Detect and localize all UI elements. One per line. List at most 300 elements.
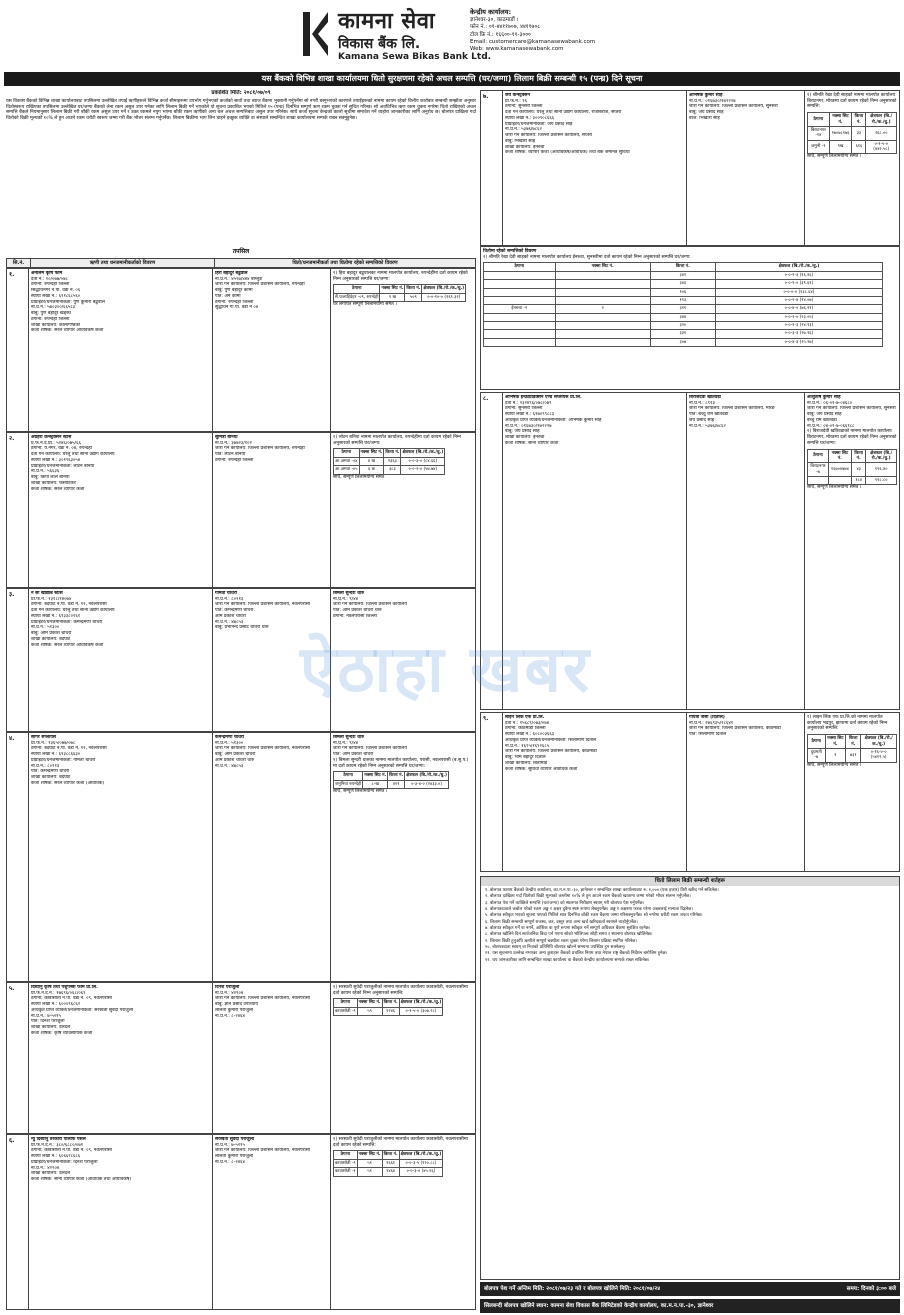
plot-row [484, 305, 883, 313]
plot-kitta: ४३ [851, 463, 865, 477]
text-line: अनलिम कृषि फार्म [31, 271, 63, 276]
plot-row [334, 293, 466, 301]
text-line: अधिकृत प्राप्त व्यक्ति/धनजमानीकर्ता: अभिषेक कुमार साह [505, 417, 602, 423]
term-item: ४. बोलपत्रदाताले कबोल गरेको रकम अङ्क र अक्षर दुवैमा स्पष्ट रूपमा लेख्नुपर्नेछ। अङ्क र अक्षरमा फरक परेमा अक्षरलाई मान्यता दिइनेछ। [485, 906, 693, 912]
property-details [805, 713, 899, 871]
text-line: ना.प्र.नं.: ४७८५३ [215, 619, 244, 625]
plot-area: १९६.४० [866, 463, 897, 477]
text-line: कमेन्द्रमणी चौधरी [215, 735, 244, 740]
text-line: जारी गर्ने कार्यालय: जिल्ला प्रशासन कार्यालय [333, 602, 407, 608]
lot-block [6, 982, 476, 1134]
plot-table [807, 734, 897, 762]
plot-col-sheet: नक्सा सिट नं. [381, 286, 404, 292]
term-item: १. बोलपत्र फाराम बैंकको केन्द्रीय कार्यालय, का.म.न.पा.-३०, ज्ञानेश्वर र सम्बन्धित शाखा कार्यालयबाट रु. १,००० (एक हजार) तिरी खरिद गर्न सकिनेछ। [485, 887, 719, 893]
text-line: शाखा कार्यालय: बिर्तामोड [505, 760, 548, 766]
text-line: प्रोप्राइटर/धनजमानीकर्ता: कमेन्द्रमणी चौधरी [31, 619, 103, 625]
plot-kitta: १८४ [851, 477, 865, 485]
property-details [805, 91, 899, 245]
text-line: बच्चु राम खतिवडा [807, 417, 837, 423]
text-line: दिनेश पराजुली [215, 985, 240, 990]
guarantor-details [687, 91, 805, 245]
plot-area: ०-०-१०-० (१६९.३२) [422, 293, 466, 301]
text-line: बाबु: प्रभानन्द प्रसाद चौधरी थारु [215, 625, 269, 631]
plot-kitta: ३३१ [650, 330, 715, 338]
text-line: ठेगाना: रुपन्देही जिल्ला [215, 457, 254, 463]
plot-col-sheet: नक्सा सिट नं. [555, 263, 650, 271]
plot-col-area: क्षेत्रफल (बि./रो./क./धु.) [400, 1152, 442, 1158]
text-line: पति: ओम प्रकाश चौधरी [333, 752, 374, 758]
text-line: अग्रहरी कन्स्ट्रक्सन स्टोर्स [31, 435, 72, 440]
text-line: जारी गर्ने कार्यालय: जिल्ला प्रशासन कार्यालय, सप्तरी [505, 133, 593, 139]
plot-place [484, 330, 556, 338]
text-line: ओम प्रकाश चौधरी थारु [215, 757, 255, 763]
plot-sheet: ८-ख [363, 780, 388, 788]
text-line: प्रोप्राइटर/धनजमानीकर्ता: जय प्रसाद साह [505, 121, 573, 127]
plot-kitta: ३४४ [650, 313, 715, 321]
plot-row [334, 1159, 443, 1167]
guarantor-details [687, 393, 805, 709]
lot-number: ७. [481, 91, 503, 245]
plot-col-kitta: कित्ता नं. [406, 286, 421, 292]
lot-number: ४. [7, 733, 29, 981]
text-line: प्रोप्राइटर/धनजमानीकर्ता: पुर्ण कुमारी बढुवाल [31, 299, 105, 305]
plot-place: कावासोती -९ [335, 1008, 356, 1014]
property-desc: १) श्रीमति रेखा देवी साहको नाममा मालपोत कार्यालय बिराटनगर, मोरङमा दर्ता कायम रहेको निम्न अनुसारको सम्पत्ति: [807, 93, 897, 110]
text-line: पति: कमेन्द्रमणी चौधरी [31, 769, 70, 775]
plot-place [484, 296, 556, 304]
text-line: शाखा कार्यालय: दलदले [31, 1171, 71, 1177]
term-item: ३. बोलपत्र पेश गर्ने व्यक्तिले सम्पत्ति (घर/जग्गा) को स्थलगत निरीक्षण स्वयम् गरी बोलपत्र पेश गर्नुपर्नेछ। [485, 900, 645, 906]
text-line: प्रोप्राइटर/धनजमानीकर्ता: लोटन बनिया [31, 463, 95, 469]
text-line: प्रा.फ.नं.द.नं.: १७६९६/०६८/०६९ [31, 990, 86, 996]
plot-area: २६८.०० [866, 126, 897, 140]
plot-place [484, 338, 556, 346]
plot-col-sheet: नक्सा सिट नं. [360, 450, 383, 456]
plot-place [484, 288, 556, 296]
text-line: हिरा बहादुर बढुवाल [215, 271, 248, 276]
text-line: बिराजदेवी खतिवडा [689, 395, 721, 400]
plot-place: बिराटनगर -७ [808, 463, 829, 477]
borrower-details [29, 433, 213, 587]
text-line: अभिषेक इन्फ्राप्रोडक्सन एण्ड सप्लायर्स प्रा.लि. [505, 395, 582, 400]
lot-block [6, 1134, 476, 1310]
guarantor-details [213, 733, 331, 981]
plot-kitta: १३६३ [384, 457, 401, 465]
term-item: ७. बोलपत्र स्वीकृत गर्ने वा नगर्ने, आंशिक वा पूर्ण रूपमा स्वीकृत गर्ने सम्पूर्ण अधिकार बैंकमा सुरक्षित रहनेछ। [485, 926, 651, 932]
property-note: घर लगायत सम्पूर्ण लिलामयोग्य समेत । [333, 302, 397, 308]
terms-title: धितो लिलाम बिक्री सम्बन्धी शर्तहरू [481, 877, 899, 886]
text-line: ठेगाना: रुपन्देही जिल्ला [215, 299, 254, 305]
text-line: सुद्धोधन गा.पा. वडा नं ०४ [215, 305, 259, 311]
text-line: ना.प्र.नं.: ८०११३ [215, 596, 244, 602]
lot-block [6, 268, 476, 432]
borrower-details [503, 91, 687, 245]
notice-title: यस बैंकको विभिन्न शाखा कार्यालयमा धितो सुरक्षणमा रहेको अचल सम्पत्ति (घर/जग्गा) लिलाम बिक्री सम्बन्धी १५ (पन्ध्र) दिने सूचना [4, 72, 900, 86]
text-line: पति: अर्न कामी [215, 293, 241, 299]
text-line: शाखा कार्यालय: फर्साटिकर [31, 480, 76, 486]
hq-line: फोन नं.: ०१-४४११७०७, ४४११७०८ [470, 24, 541, 31]
lot7-second-desc: २) श्रीमति रेखा देवी साहको नाममा मालपोत कार्यालय ईनरुवा, सुनसरीमा दर्ता कायम रहेको निम्न अनुसारको सम्पत्ति घर/जग्गा: [483, 254, 691, 260]
text-line: कर्जा शीर्षक: सुविधा व्यापार आवधिक कर्जा [505, 766, 578, 772]
plot-col-kitta: कित्ता नं. [389, 773, 404, 779]
text-line: ना.प्र.नं.: ०१६७३०/१७२२२७ [505, 423, 552, 429]
plot-row [484, 338, 883, 346]
text-line: शाखा कार्यालय: बर्दघाट [31, 775, 71, 781]
property-note: साथै, सम्पूर्ण लिलामयोग्य समेत । [807, 485, 862, 491]
brand-name: कामना सेवा [338, 9, 436, 34]
text-line: बाजे: भिखारी साह [689, 115, 720, 121]
text-line: आशुतोष कुमार साह [807, 395, 841, 400]
plot-row [334, 1168, 443, 1176]
lot-number: ३. [7, 589, 29, 731]
borrower-details [503, 713, 687, 871]
plot-row [484, 313, 883, 321]
text-line: ठेगाना: बर्दघाट न.पा. वडा नं. ११, नवलपरासी [31, 746, 107, 752]
plot-area: ०-१-५-० (४४२.५८) [866, 140, 897, 154]
text-line: ना.प्र.नं.: ८०११३ [31, 763, 60, 769]
text-line: ना.प्र.नं.: ९/४४ [333, 740, 359, 746]
text-line: जारी गर्ने कार्यालय: जिल्ला प्रशासन कार्यालय, सुनसरी [807, 406, 896, 412]
text-line: ना.प्र.नं.: ५१३०० [215, 740, 244, 746]
plot-kitta: ३४३ [650, 280, 715, 288]
plot-col-kitta: कित्ता नं. [383, 1152, 398, 1158]
text-line: ना.प्र.नं.: ८-२४६४ [215, 1013, 245, 1019]
text-line: ना.प्र.नं.: ५३७६/७८६२ [689, 423, 726, 429]
text-line: जारी गर्ने कार्यालय: जिल्ला प्रशासन कार्यालय, नवलपरासी [215, 746, 311, 752]
text-line: कर्जा शीर्षक: सरल व्यापार अधिविकर्ष कर्जा [31, 642, 104, 648]
plot-area: ०-०-२-० (५७.७४) [401, 466, 445, 474]
borrower-details [29, 589, 213, 731]
plot-row [484, 288, 883, 296]
plot-row [484, 271, 883, 279]
property-desc: १) सरस्वती सुवेदी पराजुलीको नाममा मालपोत कार्यालय कावासोती, नवलपरासीमा दर्ता कायम रहेको निम्न अनुसारको सम्पत्ति: [333, 985, 468, 996]
plot-row [484, 280, 883, 288]
plot-sheet: ५९ [357, 1007, 382, 1015]
text-line: प्रा.फ.नं.: १३१८/१४०७४ [31, 596, 72, 602]
term-item: ६. लिलाम बिक्री सम्बन्धी सम्पूर्ण राजस्व, कर, दस्तुर तथा अन्य खर्च खरिदकर्ता स्वयम्ले व्यहोर्नुपर्नेछ। [485, 919, 638, 925]
plot-area: ०-०-१-० (३९.६१) [715, 280, 882, 288]
text-line: ठेगाना: कावासोती न.पा. वडा नं. ०९, नवलपरासी [31, 996, 112, 1002]
plot-area: ०-०-०-० (२३८.६४) [715, 288, 882, 296]
text-line: ना.प्र.नं.: ५७०३००/६६५८३ [31, 305, 76, 311]
plot-place [484, 280, 556, 288]
text-line: कर्जा शीर्षक: सरल व्यापार कर्जा [31, 486, 85, 492]
guarantor-details [213, 433, 331, 587]
plot-kitta: ६१६ [852, 140, 866, 154]
plot-kitta: ३३ [852, 126, 866, 140]
plot-area: ०-०-३-५ (१२०.८८) [399, 1159, 443, 1167]
text-line: ललिता कुमारी पराजुली [215, 1154, 254, 1160]
plot-table [333, 284, 466, 302]
lot7-plot-table [483, 262, 883, 347]
plot-col-area: क्षेत्रफल (बि./रो./क./धु.) [423, 286, 465, 292]
text-line: न्यु दिब्यानु तरकारी पोलाफ पसल [31, 1137, 86, 1142]
text-line: बाबु: ज्ञान प्रसाद उपाध्याय [215, 1002, 258, 1008]
text-line: बाबु: ओम प्रकाश चौधरी [31, 631, 72, 637]
term-item: ५. बोलपत्र स्वीकृत भएको सूचना पाएको मितिले सात दिनभित्र बाँकी रकम बैंकमा जम्मा गरिसक्नुपर्नेछ। सो नगरेमा धरौटी रकम जफत गरिनेछ। [485, 913, 703, 919]
plot-col-area: क्षेत्रफल (बि./रो./क./धु.) [400, 1000, 442, 1006]
text-line: जारी गर्ने कार्यालय: जिल्ला प्रशासन कार्यालय, रुपन्देही [215, 282, 305, 288]
text-line: ना.प्र.नं.: २७६९३५/२८६४१ [689, 720, 734, 726]
text-line: शाखा कार्यालय: ईनरुवा [505, 144, 545, 150]
plot-place: बिराटनगर -१४ [808, 126, 830, 140]
plot-sheet: ४ ख [359, 457, 384, 465]
plot-area: ०-०-१-४ (१४.०७) [715, 296, 882, 304]
plot-col-place: ठेगाना [334, 1151, 358, 1159]
watermark-part: ऐठाहा खबर [300, 633, 592, 707]
text-line: ठेगाना: सुनसरी जिल्ला [505, 104, 543, 110]
text-line: बाबु: भीम बहादुर दिताल [505, 755, 546, 761]
plot-sheet [555, 321, 650, 329]
plot-place: ईनरुवा -२ [484, 305, 556, 313]
text-line: स्थायी लेखा नं.: ६१७०९९८८३ [505, 412, 555, 418]
plot-sheet: ९ख [829, 140, 852, 154]
plot-area: ०-०-३-० (४५.१६) [399, 1168, 443, 1176]
term-item: १०. बोलपत्रदाता स्वयम् वा निजको प्रतिनिधि बोलपत्र खोल्ने समयमा उपस्थित हुन सक्नेछन्। [485, 945, 626, 951]
text-line: जारी गर्ने कार्यालय: जिल्ला प्रशासन कार्यालय, काठमाडौं [689, 726, 781, 732]
lot-number: २. [7, 433, 29, 587]
text-line: स्थायी लेखा नं.: ३००९०८६६६ [505, 115, 555, 121]
brand-subtitle: विकास बैंक लि. [338, 36, 421, 52]
text-line: पति: कमेन्द्रमणी चौधरी [215, 608, 254, 614]
plot-row [808, 748, 897, 762]
text-line: ने सी खाद्यान्न स्टोर्स [31, 591, 63, 596]
text-line: शाखा कार्यालय: ईनरुवा [505, 435, 545, 441]
text-line: ना.प्र.नं.: ९/४४ [333, 596, 359, 602]
text-line: बाबु: जय प्रसाद साह [807, 412, 842, 418]
property-details [331, 269, 475, 431]
text-line: ललिता कुमारी पराजुली [215, 1007, 254, 1013]
plot-col-place: ठेगाना [334, 285, 380, 293]
plot-col-sheet: नक्सा सिट नं. [829, 113, 852, 127]
bid-deadline: बोलपत्र पेश गर्ने अन्तिम मिति: २०८१/०७/२३ गते र बोलपत्र खोलिने मिति: २०८१/०७/२४ [484, 1286, 661, 1292]
bid-time: समय: दिनको ३:०० बजे [846, 1286, 896, 1292]
plot-row [808, 140, 897, 154]
text-line: ना.प्र.नं.: ४५९७/४४४ बाग्लुङ [215, 276, 263, 282]
plot-table [807, 112, 897, 154]
plot-sheet: ५१ [357, 1159, 382, 1167]
plot-kitta: ३०७ [650, 338, 715, 346]
text-line: ठेगाना: कावासोती न.पा. वडा नं. ०९, नवलपरासी [31, 1148, 112, 1154]
plot-kitta: ३८३ [384, 466, 401, 474]
text-line: जारी गर्ने कार्यालय: जिल्ला प्रशासन कार्यालय, सुनसरी [689, 104, 778, 110]
text-line: सिद्धार्थनगर न.पा. वडा नं. ०६ [31, 288, 81, 294]
text-line: सागर सप्लायर्स [31, 735, 57, 740]
text-line: प्रा.फ.नं.द.नं.: ३८०/६८८०/०७१ [31, 1142, 84, 1148]
schedule-table-header [6, 258, 476, 268]
plot-area: ०-०-४-३ (२५.१७) [715, 338, 882, 346]
plot-row [484, 321, 883, 329]
text-line: ना.प्र.नं.: ५६६३६ [31, 469, 60, 475]
text-line: शाखा कार्यालय: बर्दघाट [31, 636, 71, 642]
text-line: जारी गर्ने कार्यालय: जिल्ला प्रशासन कार्यालय [333, 746, 407, 752]
text-line: ना.प्र.नं.: ०६-०१-७-०४६८० [807, 400, 853, 406]
plot-col-sheet: नक्सा सिट नं. [358, 1152, 381, 1158]
plot-sheet [555, 296, 650, 304]
text-line: बिमला सुन्दरी थारु [333, 735, 364, 740]
text-line: ना.प्र.नं.: ७-५२१५ [215, 1142, 245, 1148]
plot-area: ०-१६-०-० (५४१९.५) [861, 748, 897, 762]
term-item: १२. थप जानकारीका लागि सम्बन्धित शाखा कार्यालय वा बैंकको केन्द्रीय कार्यालयमा सम्पर्क राख्न सकिनेछ। [485, 957, 650, 963]
text-line: ना.प्र.नं.: ८-२४६४ [215, 1159, 245, 1165]
text-line: स्थायी लेखा नं.: ६१३८८६६३० [31, 752, 81, 758]
text-line: ना.प्र.नं.: ७-५२१५ [31, 1013, 61, 1019]
head-office-info [470, 8, 610, 54]
plot-col-area: क्षेत्रफल (बि./रो./क./धु.) [866, 449, 897, 463]
plot-place [484, 271, 556, 279]
plot-row [484, 330, 883, 338]
plot-area: ०-३-४-० (२४३३.०) [405, 780, 449, 788]
plot-col-area: क्षेत्रफल (बि./रो./क./धु.) [715, 263, 882, 271]
property-desc: १) बिराजदेवी खतिवडाको नाममा मालपोत कार्यालय बिराटनगर, मोरङमा दर्ता कायम रहेको निम्न अनुसारको सम्पत्ति घर/जग्गा: [807, 429, 897, 446]
property-details [805, 393, 899, 709]
text-line: कर्जा शीर्षक: कृषि व्यावसायिक कर्जा [31, 1030, 93, 1036]
plot-sheet [828, 477, 851, 485]
plot-col-kitta: कित्ता नं. [852, 113, 866, 127]
masthead [0, 0, 904, 72]
property-note: साथै, सम्पूर्ण लिलामयोग्य समेत [333, 474, 385, 480]
text-line: दर्ता गर्ने कार्यालय: घरेलु तथा साना उद्योग कार्यालय [31, 608, 115, 614]
plot-place: जमुनी -१ [808, 140, 830, 154]
text-line: कर्जा शीर्षक: साना व्यापार कर्जा (आवधिक तथा अधिविकर्ष) [31, 1177, 132, 1183]
text-line: स्थायी लेखा नं.: ३०१९६३०५४ [31, 457, 81, 463]
intro-text: यस विकास बैंकको विभिन्न शाखा कार्यालयबाट तपसिलमा उल्लेखित तपाईं ऋणीहरूले विभिन्न कर्जा सीमाहरूमा उपभोग गर्नुभएको कर्जाको सावाँ तथा ब्याज बैंकमा भुक्तानी गर्नुपर्नेमा सो नगरी बस्नुभएको कारणले तपाईंहरूको नाममा कायम रहेको वित्तीय कारोबार सम्बन्धी सम्झौता अनुसार धितोस्वरूप राखिएका तपसिलमा उल्लेखित घर/जग्गा बैंकको लेना रकम असुल उपर गर्नका लागि लिलाम बिक्री गर्ने भएकोले यो सूचना प्रकाशित भएको मितिले १५ (पन्ध्र) दिनभित्र सम्पूर्ण ऋण रकम चुक्ता गर्न सूचित गरिन्छ। सो अवधिभित्र ऋण रकम चुक्ता नगरेमा धितो राखिएको अचल सम्पत्ति बैंकले नियमानुसार लिलाम बिक्री गरी बाँकी रकम असुल उपर गर्ने र उक्त रकमले नपुग भएमा बाँकी रकम ऋणीको अन्य चल अचल सम्पत्तिबाट असुल उपर गरिनेछ। साथै कर्जा सूचना केन्द्रको कालो सूचीमा समावेश गर्ने व्यहोरा जानकारीका लागि अनुरोध छ। बोलपत्र दाखिला गर्दा धितोको बिक्री मूल्यको १०% ले हुन आउने रकम धरौटी स्वरूप जम्मा गरी बैंक भौचर संलग्न गर्नुपर्नेछ। लिलाम बिक्रीमा भाग लिन चाहने इच्छुक व्यक्ति वा संस्थाले सम्बन्धित शाखा कार्यालयमा सम्पर्क राख्न सक्नुहुनेछ। [6, 98, 476, 122]
text-line: पति: लोटन बनिया [215, 452, 246, 458]
property-details [331, 733, 475, 981]
text-line: स्थायी लेखा नं.: ६०६६२८६८६ [31, 1154, 81, 1160]
plot-place: कावासोती -१ [335, 1169, 356, 1175]
lot-number: ६. [7, 1135, 29, 1309]
plot-area: ०-१-५-० (३०७.२८) [399, 1007, 443, 1015]
hq-web[interactable]: Web: www.kamanasewabank.com [470, 46, 564, 53]
property-desc: १) लाइन लिंक एफ प्रा.लि.को नाममा मालपोत कार्यालय भद्रपुर, झापामा दर्ता कायम रहेको निम्न अनुसारको सम्पत्ति: [807, 715, 888, 732]
property-desc: १) लोटन बनिया नाममा मालपोत कार्यालय, रुपन्देहीमा दर्ता कायम रहेको निम्न अनुसारको सम्पत्ति घर/जग्गा: [333, 435, 461, 446]
plot-col-place: ठेगाना [808, 113, 830, 127]
text-line: प्र.फ.नं.द.प्रा.: ५२४६/०७५/६६ [31, 440, 81, 446]
plot-row [334, 1007, 443, 1015]
text-line: लाइन लिंक एफ प्रा.लि. [505, 715, 545, 720]
text-line: ना.प्र.नं.: १६९५/१६९२६८५ [505, 743, 550, 749]
intro-block [6, 90, 476, 240]
text-line: स्थायी लेखा नं.: ६०८००३६६३ [505, 732, 555, 738]
plot-kitta: ३११ [650, 305, 715, 313]
plot-place: आ.अमवा -०५ [335, 467, 358, 473]
plot-sheet [555, 288, 650, 296]
lot-number: ८. [481, 393, 503, 709]
plot-sheet: ५१ [357, 1168, 382, 1176]
plot-sheet [555, 330, 650, 338]
col-borrower: ऋणी तथा धनजमानीकर्ताको विवरण [31, 259, 215, 268]
plot-table [807, 449, 897, 486]
lot7-second-cell [481, 247, 899, 389]
plot-area: ०-०-४-० (७६.११) [715, 305, 882, 313]
text-line: पति: सिलामणि दिताल [689, 732, 727, 738]
text-line: ठेगाना: काठमाडौं जिल्ला [505, 726, 546, 732]
property-details [331, 983, 475, 1133]
text-line: ठेगाना: ये.नगर, वडा नं. ०४, रुपन्देही [31, 446, 92, 452]
plot-col-area: क्षेत्रफल (बि./रो./क./धु.) [406, 773, 447, 779]
bank-logo-icon [300, 10, 330, 58]
text-line: ठेगाना: रुपन्देही जिल्ला [31, 316, 70, 322]
lot-block [6, 732, 476, 982]
plot-row [334, 780, 449, 788]
plot-col-place: ठेगाना [808, 449, 829, 463]
text-line: बाबु: किपा लाल बनिया [31, 475, 70, 481]
text-line: ना.प्र.नं.: ३७७२३/१०२ [215, 440, 252, 446]
text-line: दर्ता गर्ने कार्यालय: घरेलु तथा साना उद्योग कार्यालय [31, 452, 115, 458]
plot-row [334, 466, 445, 474]
plot-table [333, 1150, 443, 1176]
text-line: बाबु: जय प्रसाद साह [505, 429, 540, 435]
plot-col-kitta: कित्ता नं. [650, 263, 715, 271]
text-line: ना.प्र.नं.: ४२९०४ [215, 990, 244, 996]
text-line: दर्ता नं.: १०/०७७/०७८ [31, 276, 68, 282]
text-line: पति: दिनेश पराजुली [31, 1019, 65, 1025]
text-line: प्रा.फ.नं.: १३६५/०७७/०७८ [31, 740, 76, 746]
plot-col-place: ठेगाना [808, 735, 826, 749]
plot-sheet: १ [825, 748, 846, 762]
plot-place: जमुनिया रुपन्देही [335, 781, 362, 787]
watermark-text [300, 630, 591, 710]
term-item: ९. लिलाम बिक्री हुनुअघि ऋणीले सम्पूर्ण बक्यौता रकम चुक्ता गरेमा लिलाम प्रक्रिया स्थगित गरिनेछ। [485, 938, 637, 944]
lot-number: ५. [7, 983, 29, 1133]
lot7-second-title: धितोमा रहेको सम्पत्तिको विवरण [483, 249, 537, 254]
property-details [331, 1135, 475, 1309]
text-line: दर्ता नं.: १५६८९/०७३/०७४ [505, 720, 550, 726]
hq-email[interactable]: Email: customercare@kamanasewabank.com [470, 39, 596, 46]
plot-sheet: १६७०४७७४ [828, 463, 851, 477]
col-security: धितो/धनजमानीकर्ता तथा धितोमा रहेको सम्पत्तिको विवरण [215, 259, 476, 268]
plot-area: ०-०-१-३ (२४.९३) [715, 321, 882, 329]
text-line: कर्जा शीर्षक: सरल व्यापार अधिविकर्ष कर्जा [31, 328, 104, 334]
property-desc: १) हिरा बहादुर बढुवालका नाममा मालपोत कार्यालय, रुपन्देहीमा दर्ता कायम रहेको निम्न अनुसारको सम्पत्ति घर/जग्गा: [333, 271, 468, 282]
text-line: अधिकृत प्राप्त व्यक्ति/धनजमानीकर्ता: सरस्वती सुवेदी पराजुली [31, 1007, 134, 1013]
plot-col-sheet: नक्सा सिट नं. [825, 735, 846, 749]
plot-area: ०-०-२-० (२३.०५) [715, 313, 882, 321]
plot-col-kitta: कित्ता नं. [385, 450, 400, 456]
plot-table [333, 771, 449, 789]
bid-location-row [480, 1299, 900, 1313]
plot-kitta: ११३ [650, 296, 715, 304]
plot-sheet [555, 338, 650, 346]
text-line: ना.प्र.नं.: ५३७६/७८६२ [505, 127, 542, 133]
plot-col-place: ठेगाना [334, 999, 358, 1007]
text-line: बाबु: जय प्रसाद साह [689, 110, 724, 116]
borrower-details [29, 1135, 213, 1309]
plot-sheet: ६ क [359, 466, 384, 474]
bid-deadline-row [480, 1282, 900, 1296]
plot-col-area: क्षेत्रफल (बि./रो./क./धु.) [402, 450, 444, 456]
plot-row [808, 126, 897, 140]
plot-col-sheet: नक्सा सिट नं. [358, 1000, 381, 1006]
plot-col-sheet: नक्सा सिट नं. [364, 773, 387, 779]
text-line: पति: बच्चु राम खतिवडा [689, 412, 729, 418]
text-line: ठेगाना: रुपन्देही जिल्ला [31, 282, 70, 288]
plot-row [484, 296, 883, 304]
text-line: ना.प्र.नं.: ८९१३ [689, 400, 715, 406]
plot-sheet: १७०७८१७६ [829, 126, 852, 140]
text-line: कर्जा शीर्षक: व्यापार कर्जा (अधिविकर्ष/आवधिक) तथा बैंक जमानत सुविधा [505, 150, 630, 156]
plot-kitta: १६६१ [382, 1159, 399, 1167]
text-line: जारी गर्ने कार्यालय: जिल्ला प्रशासन कार्यालय, रुपन्देही [215, 446, 305, 452]
plot-col-place: ठेगाना [334, 449, 360, 457]
plot-kitta: १४६४ [382, 1168, 399, 1176]
text-line: ठेगाना: सुनसरी जिल्ला [505, 406, 543, 412]
plot-col-area: क्षेत्रफल (बि./रो./क./धु.) [861, 735, 897, 749]
plot-row [334, 457, 445, 465]
plot-kitta: ३२० [650, 321, 715, 329]
plot-place [484, 321, 556, 329]
